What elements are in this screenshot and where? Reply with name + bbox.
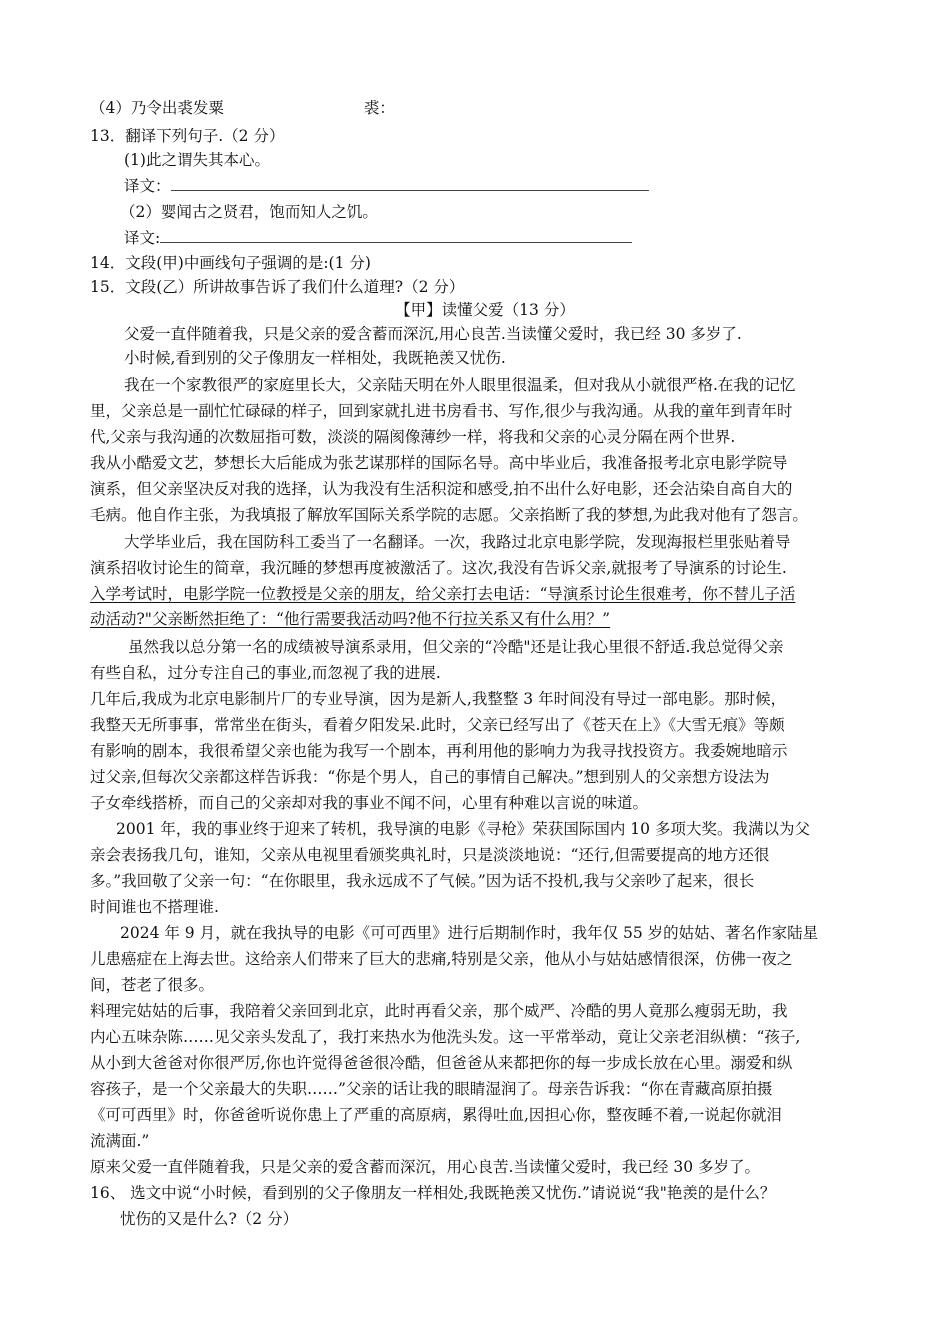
passage-line: 小时候,看到别的父子像朋友一样相处，我既艳羡又忧伤. xyxy=(124,349,506,367)
passage-line: 料理完姑姑的后事，我陪着父亲回到北京，此时再看父亲，那个威严、冷酷的男人竟那么瘦弱无助，我 xyxy=(90,1002,788,1020)
passage-line: 父爱一直伴随着我，只是父亲的爱含蓄而深沉,用心良苦.当读懂父爱时，我已经 30 多岁了. xyxy=(124,325,742,343)
passage-line: 我从小酷爱文艺，梦想长大后能成为张艺谋那样的国际名导。高中毕业后，我准备报考北京电影学院导 xyxy=(90,454,788,472)
underlined-sentence-line: 动活动?"父亲断然拒绝了：“他行需要我活动吗?他不行拉关系又有什么用？” xyxy=(90,610,611,628)
underlined-sentence-line: 入学考试时，电影学院一位教授是父亲的朋友，给父亲打去电话：“导演系讨论生很难考，你不替儿子活 xyxy=(90,585,796,603)
passage-line: 我整天无所事事，常常坐在街头，看着夕阳发呆.此时，父亲已经写出了《苍天在上》《大雪无痕》等颇 xyxy=(90,716,785,734)
passage-line: 从小到大爸爸对你很严厉,你也许觉得爸爸很冷酷，但爸爸从来都把你的每一步成长放在心里。溺爱和纵 xyxy=(90,1054,793,1072)
q12-item4 xyxy=(90,96,880,121)
q13-translation-1-label: 译文： xyxy=(124,177,171,195)
passage-line: 演系，但父亲坚决反对我的选择，认为我没有生活积淀和感受,拍不出什么好电影，还会沾染自高自大的 xyxy=(90,480,793,498)
passage-title: 【甲】读懂父爱（13 分） xyxy=(395,301,575,319)
passage-line: 原来父爱一直伴随着我，只是父亲的爱含蓄而深沉，用心良苦.当读懂父爱时，我已经 30 多岁了。 xyxy=(90,1158,761,1176)
passage-line: 间，苍老了很多。 xyxy=(90,976,215,994)
q16-line-1: 16、 选文中说“小时候，看到别的父子像朋友一样相处,我既艳羡又忧伤.”请说说“我"艳羡的是什么？ xyxy=(90,1184,776,1202)
passage-line: 过父亲,但每次父亲都这样告诉我：“你是个男人，自己的事情自己解决。”想到别人的父亲想方设法为 xyxy=(90,768,770,786)
q13-title: 13．翻译下列句子.（2 分） xyxy=(90,127,285,145)
passage-line: 大学毕业后，我在国防科工委当了一名翻译。一次，我路过北京电影学院，发现海报栏里张贴着导 xyxy=(124,533,791,551)
q13-translation-2-blank[interactable] xyxy=(160,226,632,243)
passage-line: 虽然我以总分第一名的成绩被导演系录用，但父亲的“冷酷"还是让我心里很不舒适.我总觉得父亲 xyxy=(128,638,784,656)
passage-line: 毛病。他自作主张，为我填报了解放军国际关系学院的志愿。父亲掐断了我的梦想,为此我对他有了怨言。 xyxy=(90,506,808,524)
passage-line: 2001 年，我的事业终于迎来了转机，我导演的电影《寻枪》荣获国际国内 10 多项大奖。我满以为父 xyxy=(116,820,810,838)
q12-item4-text: （4）乃令出裘发粟 xyxy=(90,99,224,117)
q15: 15．文段(乙）所讲故事告诉了我们什么道理?（2 分） xyxy=(90,278,465,296)
passage-line: 子女牵线搭桥，而自己的父亲却对我的事业不闻不问，心里有种难以言说的味道。 xyxy=(90,794,649,812)
passage-line: 多。”我回敬了父亲一句：“在你眼里，我永远成不了气候。”因为话不投机,我与父亲吵了起来，很长 xyxy=(90,872,755,890)
q13-translation-2-label: 译文: xyxy=(124,229,161,247)
passage-line: 《可可西里》时，你爸爸听说你患上了严重的高原病，累得吐血,因担心你，整夜睡不着,一说起你就泪 xyxy=(90,1106,782,1124)
passage-line: 有些自私，过分专注自己的事业,而忽视了我的进展. xyxy=(90,664,441,682)
passage-line: 我在一个家教很严的家庭里长大，父亲陆天明在外人眼里很温柔，但对我从小就很严格.在我的记忆 xyxy=(124,376,796,394)
passage-line: 2024 年 9 月，就在我执导的电影《可可西里》进行后期制作时，我年仅 55 岁的姑姑、著名作家陆星 xyxy=(120,924,819,942)
q13-translation-2-row xyxy=(124,226,914,251)
passage-line: 亲会表扬我几句，谁知，父亲从电视里看颁奖典礼时，只是淡淡地说：“还行,但需要提高的地方还很 xyxy=(90,846,770,864)
passage-line: 演系招收讨论生的简章，我沉睡的梦想再度被激活了。这次,我没有告诉父亲,就报考了导演系的讨论生. xyxy=(90,559,787,577)
q12-item4-answer-label: 裘： xyxy=(363,99,395,117)
q13-sentence-1: (1)此之谓失其本心。 xyxy=(124,151,270,169)
passage-line: 有影响的剧本，我很希望父亲也能为我写一个剧本，再利用他的影响力为我寻找投资方。我委婉地暗示 xyxy=(90,742,788,760)
q13-translation-1-row xyxy=(124,174,914,199)
q16-line-2: 忧伤的又是什么?（2 分） xyxy=(120,1210,299,1228)
q13-sentence-2: （2）婴闻古之贤君，饱而知人之饥。 xyxy=(120,203,378,221)
passage-line: 儿患癌症在上海去世。这给亲人们带来了巨大的悲痛,特别是父亲，他从小与姑姑感情很深，仿佛一夜之 xyxy=(90,950,793,968)
q13-translation-1-blank[interactable] xyxy=(171,174,649,191)
passage-line: 几年后,我成为北京电影制片厂的专业导演，因为是新人,我整整 3 年时间没有导过一部电影。那时候， xyxy=(90,690,787,708)
passage-line: 内心五味杂陈……见父亲头发乱了，我打来热水为他洗头发。这一平常举动，竟让父亲老泪纵横：“孩子, xyxy=(90,1028,801,1046)
passage-line: 代,父亲与我沟通的次数屈指可数，淡淡的隔阂像薄纱一样，将我和父亲的心灵分隔在两个世界. xyxy=(90,428,736,446)
q14: 14．文段(甲)中画线句子强调的是:(1 分) xyxy=(90,254,371,272)
passage-line: 流满面.” xyxy=(90,1132,150,1150)
passage-line: 里，父亲总是一副忙忙碌碌的样子，回到家就扎进书房看书、写作,很少与我沟通。从我的童年到青年时 xyxy=(90,402,793,420)
passage-line: 时间谁也不搭理谁. xyxy=(90,898,219,916)
passage-line: 容孩子，是一个父亲最大的失职……”父亲的话让我的眼睛湿润了。母亲告诉我：“你在青藏高原拍摄 xyxy=(90,1080,773,1098)
